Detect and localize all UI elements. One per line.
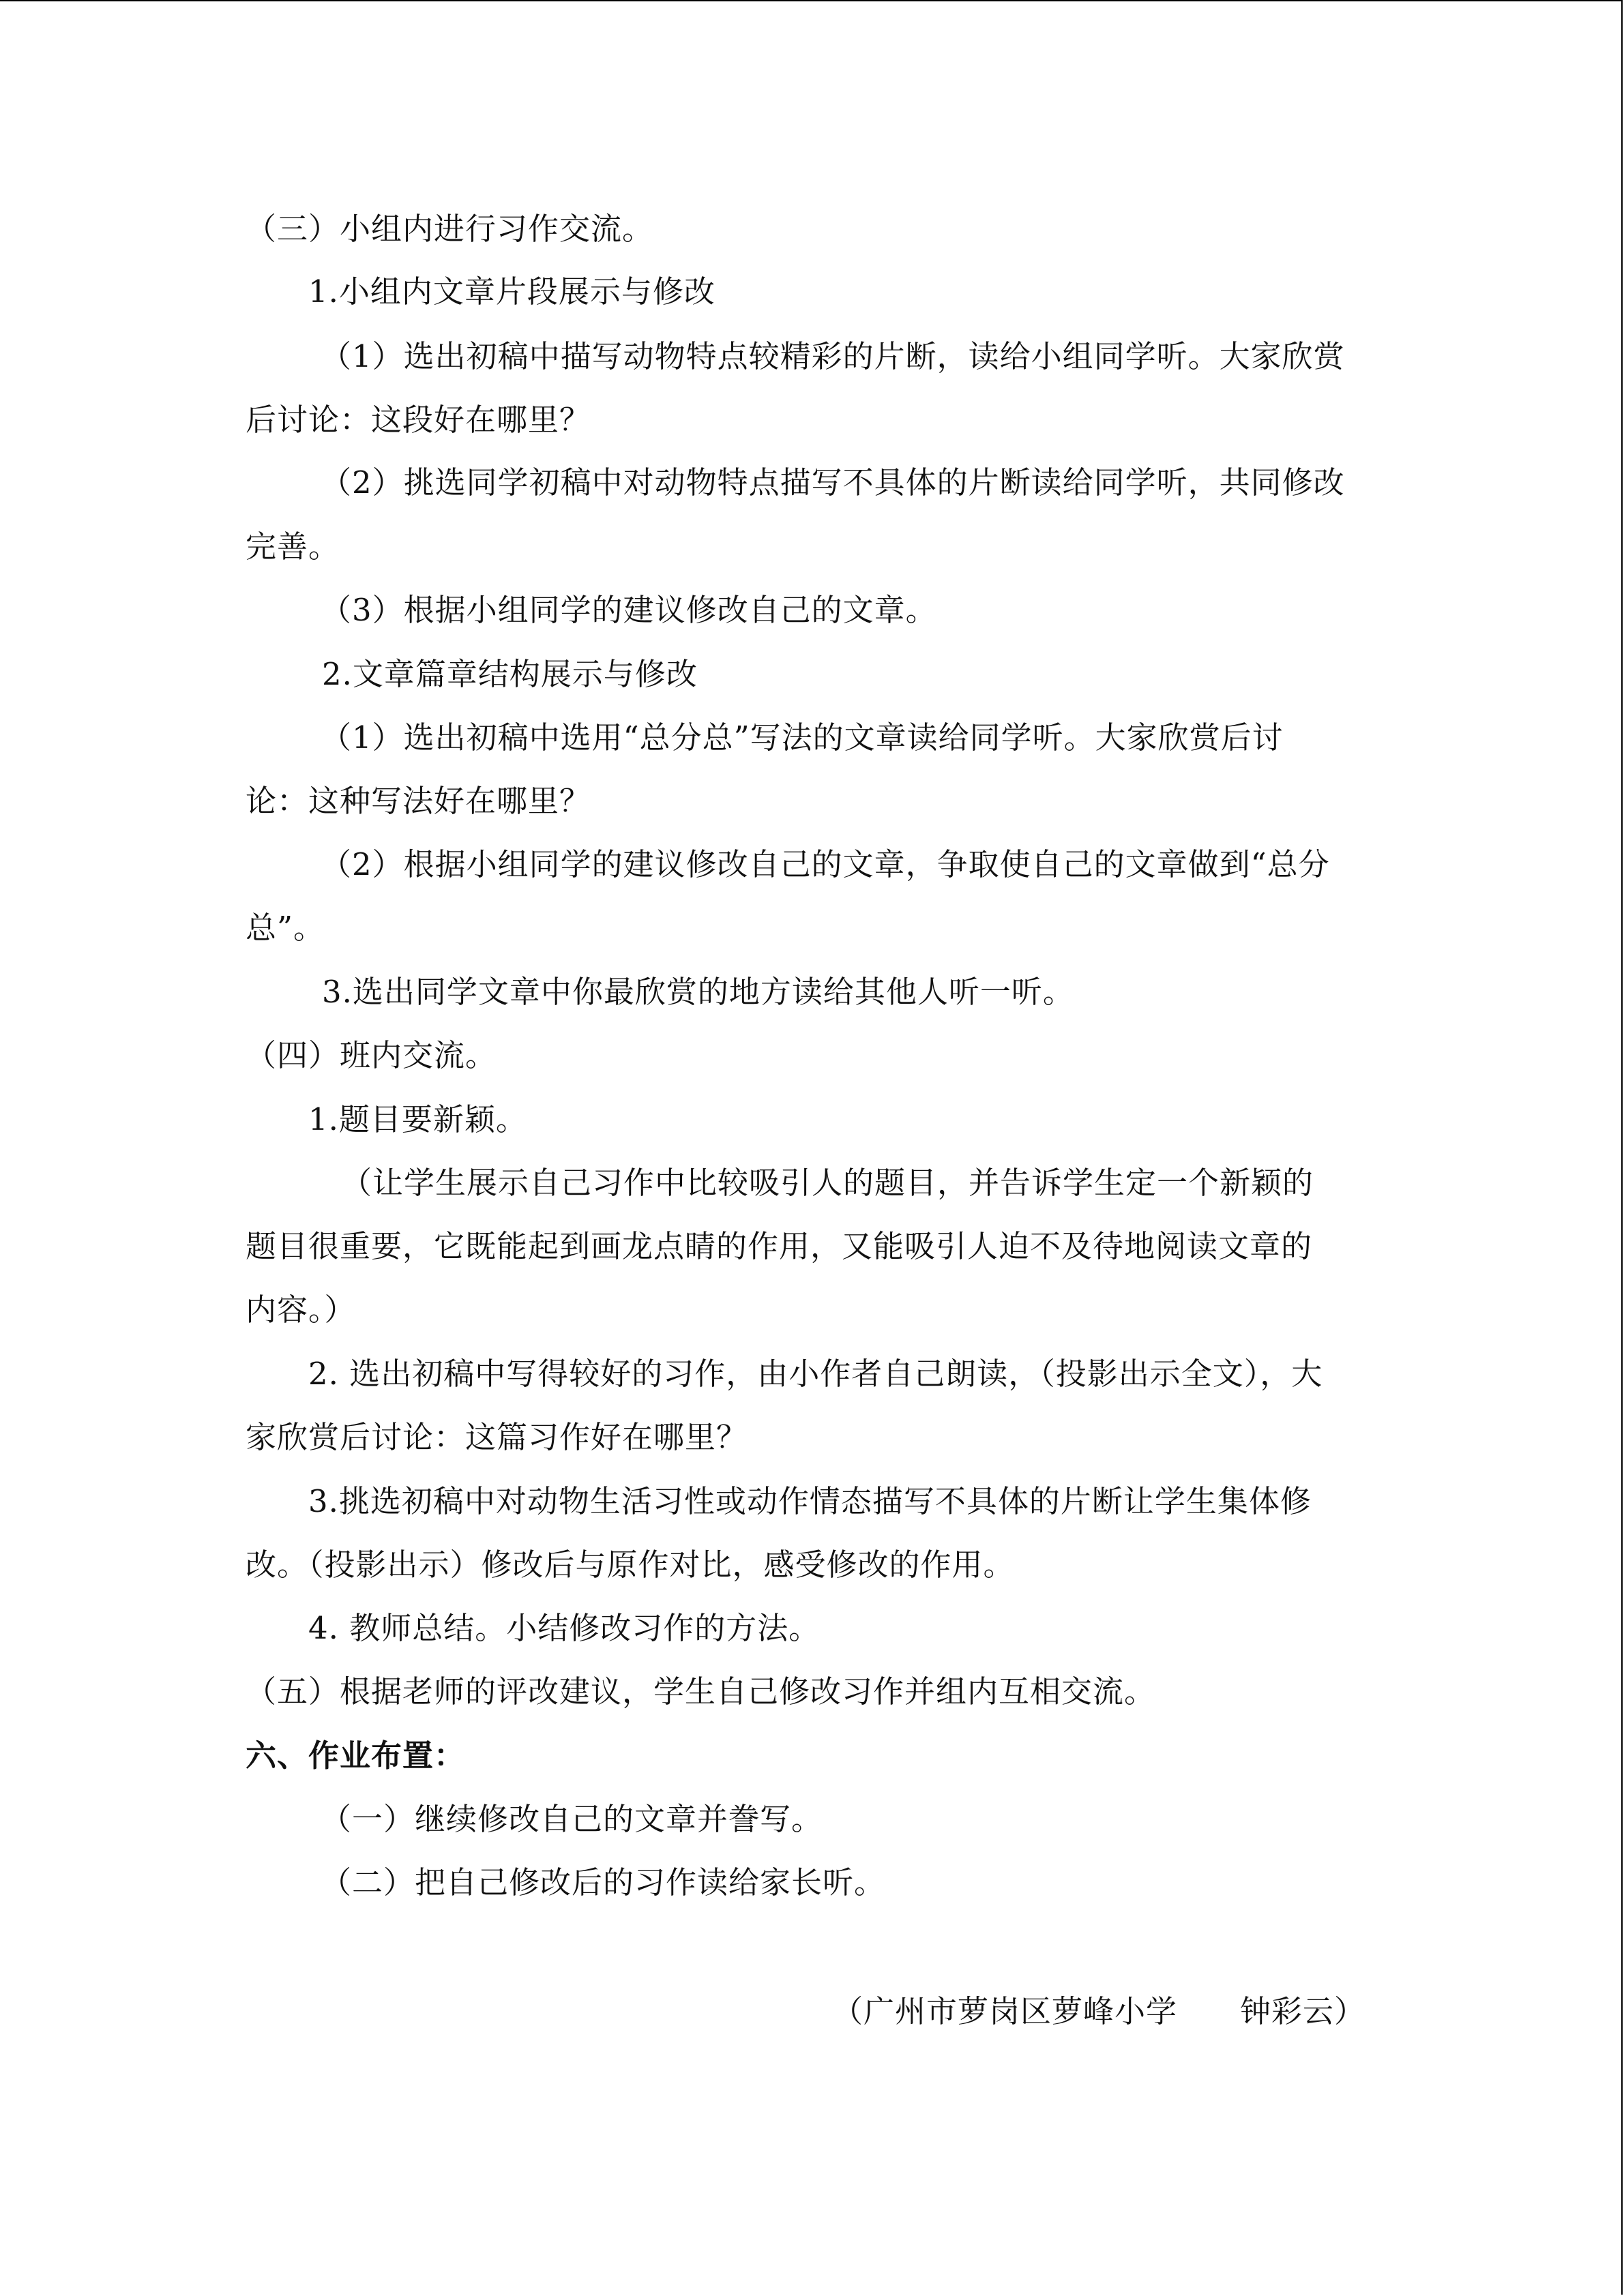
section-4-item-2-line-1: 2. 选出初稿中写得较好的习作，由小作者自己朗读，（投影出示全文），大 <box>308 1356 1323 1392</box>
homework-heading: 六、作业布置： <box>246 1738 466 1774</box>
homework-item-2: （二）把自己修改后的习作读给家长听。 <box>321 1864 886 1900</box>
section-3-item-2-2-line-2: 总”。 <box>246 910 325 946</box>
section-5-heading: （五）根据老师的评改建议，学生自己修改习作并组内互相交流。 <box>246 1673 1156 1710</box>
section-4-item-2-line-2: 家欣赏后讨论：这篇习作好在哪里？ <box>246 1419 748 1455</box>
section-4-item-3-line-2: 改。（投影出示）修改后与原作对比，感受修改的作用。 <box>246 1547 1015 1583</box>
section-3-item-2-1-line-2: 论：这种写法好在哪里？ <box>246 783 591 819</box>
section-3-item-1-3: （3）根据小组同学的建议修改自己的文章。 <box>321 592 937 628</box>
section-4-item-3-line-1: 3.挑选初稿中对动物生活习性或动作情态描写不具体的片断让学生集体修 <box>308 1483 1312 1519</box>
section-4-item-1-note-line-2: 题目很重要，它既能起到画龙点睛的作用，又能吸引人迫不及待地阅读文章的 <box>246 1228 1313 1264</box>
section-4-item-1-note-line-1: （让学生展示自己习作中比较吸引人的题目，并告诉学生定一个新颖的 <box>341 1165 1314 1201</box>
section-3-item-1-1-line-1: （1）选出初稿中描写动物特点较精彩的片断，读给小组同学听。大家欣赏 <box>321 338 1345 374</box>
section-3-heading: （三）小组内进行习作交流。 <box>246 211 654 247</box>
section-3-item-1-1-line-2: 后讨论：这段好在哪里？ <box>246 402 591 438</box>
section-4-item-1-title: 1.题目要新颖。 <box>308 1101 527 1137</box>
section-3-item-1-2-line-1: （2）挑选同学初稿中对动物特点描写不具体的片断读给同学听，共同修改 <box>321 464 1345 501</box>
author-signature: （广州市萝岗区萝峰小学 钟彩云） <box>832 1993 1366 2029</box>
section-3-item-2-title: 2.文章篇章结构展示与修改 <box>322 656 698 692</box>
section-3-item-3: 3.选出同学文章中你最欣赏的地方读给其他人听一听。 <box>322 974 1074 1010</box>
section-3-item-2-1-line-1: （1）选出初稿中选用“总分总”写法的文章读给同学听。大家欣赏后讨 <box>321 719 1284 756</box>
section-3-item-2-2-line-1: （2）根据小组同学的建议修改自己的文章，争取使自己的文章做到“总分 <box>321 846 1330 882</box>
section-4-item-1-note-line-3: 内容。） <box>246 1292 356 1328</box>
section-3-item-1-2-line-2: 完善。 <box>246 528 340 565</box>
section-4-item-4: 4. 教师总结。小结修改习作的方法。 <box>308 1610 821 1646</box>
section-4-heading: （四）班内交流。 <box>246 1037 497 1073</box>
homework-item-1: （一）继续修改自己的文章并誊写。 <box>321 1801 823 1837</box>
section-3-item-1-title: 1.小组内文章片段展示与修改 <box>308 273 715 310</box>
